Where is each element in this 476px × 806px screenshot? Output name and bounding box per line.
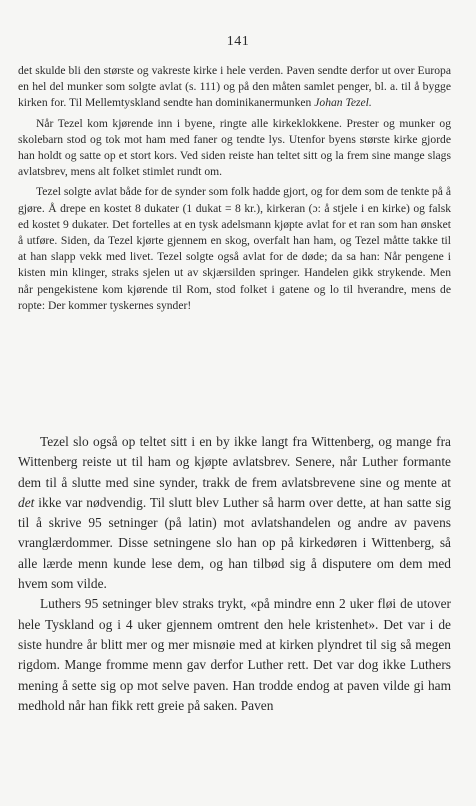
luther-spread-paragraph: Luthers 95 setninger blev straks trykt, «på mindre enn 2 uker fløi de utover hele Tyskland og i 4 uker gjennem omtrent den hele kristenhet». Det var i de siste hundre år blitt mer og mer misnøie med at kirken plyndret til sig så megen rigdom. Mange fromme menn gav derfor Luther rett. Det var dog ikke Luthers mening å sette sig op mot selve paven. Han trodde endog at paven vilde gi ham medhold når han fikk rett greie på saken. Paven [18,596,451,713]
small-print-section [18,63,451,314]
large-print-section [18,432,451,716]
luther-paragraph [18,432,451,594]
page-number: 141 [226,34,250,49]
luther-text-part2: ikke var nødvendig. Til slutt blev Luther så harm over dette, at han satte sig til å skrive 95 setninger (på latin) mot avlatshandelen og andre av pavens vranglærdommer. Disse setningene slo han op på kirkedøren i Wittenberg, så alle lærde menn kunde lese dem, og han tilbød sig å disputere om dem med hvem som vilde. [18,494,451,592]
tezel-arrival-paragraph: Når Tezel kom kjørende inn i byene, ringte alle kirkeklokkene. Prester og munker og skolebarn stod og tok mot ham med faner og tendte lys. Utenfor byens største kirke gjorde han holdt og satte op et stort kors. Ved siden reiste han teltet sitt og la frem sine mange slags avlatsbrev, mens alt folket stimlet rundt om. [18,116,451,179]
luther-text-part1: Tezel slo også op teltet sitt i en by ikke langt fra Wittenberg, og mange fra Wittenberg reiste ut til ham og kjøpte avlatsbrev. Senere, når Luther formante dem til å slutte med sine synder, trakk de frem avlatsbrevene sine og mente at [18,434,451,490]
intro-paragraph [18,63,451,112]
intro-name: Johan Tezel. [314,96,372,110]
intro-text: det skulde bli den største og vakreste kirke i hele verden. Paven sendte derfor ut over Europa en hel del munker som solgte avlat (s. 111) og på den måten samlet penger, bl. a. til å bygge kirken for. Til Mellemtyskland sendte han dominikanermunken [18,64,451,110]
luther-emphasis-det: det [18,494,35,510]
tezel-sales-paragraph: Tezel solgte avlat både for de synder som folk hadde gjort, og for dem som de tenkte på å gjøre. Å drepe en kostet 8 dukater (1 dukat = 8 kr.), kirkeran (ɔ: å stjele i en kirke) og falsk ed kostet 9 dukater. Det fortelles at en tysk adelsmann kjøpte avlat for et ran som han ønsket å utføre. Siden, da Tezel kjørte gjennem en skog, overfalt han ham, og Tezel måtte takke til at han slapp vekk med livet. Tezel solgte også avlat for de døde; da sa han: Når pengene i kisten min klinger, straks sjelen ut av skjærsilden springer. Handelen gikk strykende. Men når pengekistene kom kjørende til Rom, stod folket i gatene og lo til hverandre, mens de ropte: Der kommer tyskernes synder! [18,185,451,312]
